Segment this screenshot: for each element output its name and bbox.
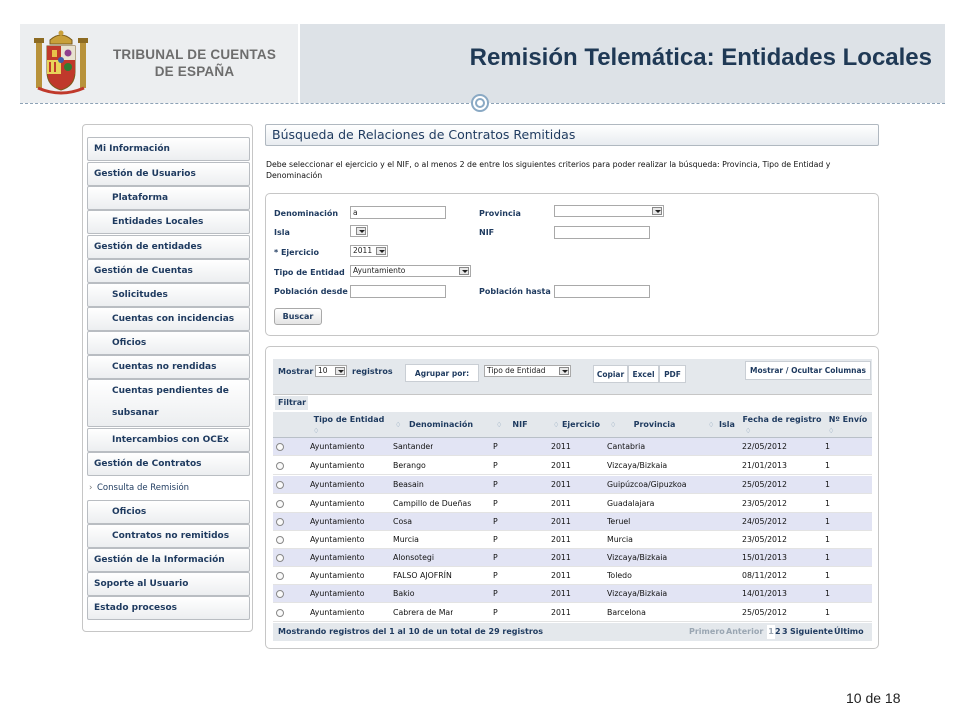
last-page-link[interactable]: Último [834,627,864,636]
sidebar-item-label: Entidades Locales [112,217,204,227]
cell-denominacion: Bakio [393,589,415,598]
cell-denominacion: Murcia [393,535,419,544]
col-header-label: Fecha de registro [742,415,822,424]
excel-button[interactable]: Excel [628,365,659,383]
cell-fecha: 25/05/2012 [742,608,787,617]
sidebar-item-gestion-entidades[interactable] [87,235,250,259]
sidebar-item-solicitudes[interactable] [87,283,250,307]
row-radio[interactable] [276,462,284,470]
sidebar-item-label: Plataforma [112,193,169,203]
table-row[interactable] [273,513,872,531]
cell-denominacion: Beasain [393,480,424,489]
sidebar-item-label: Contratos no remitidos [112,531,230,541]
nif-input[interactable] [554,226,650,239]
cell-nif: P [493,535,498,544]
organization-name-line2: DE ESPAÑA [154,64,235,79]
poblacion-hasta-label: Población hasta [479,287,551,296]
registros-label: registros [352,367,393,376]
cell-fecha: 15/01/2013 [742,553,787,562]
sidebar-item-plataforma[interactable] [87,186,250,210]
sort-icon: ♢ [828,427,835,435]
sidebar-item-intercambios-ocex[interactable] [87,428,250,452]
sidebar-item-cuentas-no-rendidas[interactable] [87,355,250,379]
coat-of-arms-icon [30,28,92,98]
cell-tipo: Ayuntamiento [310,553,365,562]
cell-envio: 1 [825,571,830,580]
sidebar-item-label: Intercambios con OCEx [112,435,229,445]
cell-fecha: 23/05/2012 [742,535,787,544]
sidebar-item-label: Gestión de Cuentas [94,266,193,276]
sidebar [82,124,253,632]
cell-tipo: Ayuntamiento [310,589,365,598]
page-size-select-value: 10 [318,366,328,375]
search-instructions: Debe seleccionar el ejercicio y el NIF, o al menos 2 de entre los siguientes criterios para poder realizar la búsqueda: Provincia, Tipo de Entidad y Denominación [266,160,831,180]
cell-tipo: Ayuntamiento [310,535,365,544]
cell-provincia: Teruel [607,517,631,526]
row-radio[interactable] [276,481,284,489]
chevron-down-icon [335,367,345,375]
sidebar-item-soporte-usuario[interactable] [87,572,250,596]
table-header [273,412,872,438]
cell-nif: P [493,461,498,470]
cell-fecha: 21/01/2013 [742,461,787,470]
sidebar-item-label: Oficios [112,507,147,517]
cell-ejercicio: 2011 [551,461,571,470]
group-by-select[interactable] [484,365,571,377]
table-row[interactable] [273,585,872,603]
cell-ejercicio: 2011 [551,589,571,598]
page-link-2[interactable]: 2 [775,627,781,636]
cell-nif: P [493,442,498,451]
sidebar-item-oficios-contratos[interactable] [87,500,250,524]
organization-name [112,46,277,80]
sidebar-item-cuentas-pendientes-subsanar[interactable] [87,379,250,427]
sidebar-item-oficios-cuentas[interactable] [87,331,250,355]
cell-tipo: Ayuntamiento [310,480,365,489]
col-header-label: Ejercicio [561,420,601,429]
sort-icon: ♢ [553,421,560,429]
col-header-label: Nº Envío [828,415,868,424]
cell-denominacion: FALSO AJOFRÍN [393,571,452,580]
ejercicio-select-value: 2011 [353,246,373,255]
cell-tipo: Ayuntamiento [310,608,365,617]
cell-tipo: Ayuntamiento [310,517,365,526]
cell-ejercicio: 2011 [551,480,571,489]
sidebar-item-label: Estado procesos [94,603,178,613]
cell-provincia: Murcia [607,535,633,544]
cell-denominacion: Campillo de Dueñas [393,499,472,508]
cell-envio: 1 [825,553,830,562]
results-summary: Mostrando registros del 1 al 10 de un total de 29 registros [278,627,544,636]
cell-nif: P [493,499,498,508]
table-row[interactable] [273,476,872,494]
cell-provincia: Toledo [607,571,632,580]
chevron-down-icon [376,247,386,255]
cell-tipo: Ayuntamiento [310,571,365,580]
col-header-denominacion[interactable] [391,412,491,438]
page-link-1[interactable]: 1 [767,625,775,639]
sort-icon: ♢ [745,427,752,435]
sidebar-item-gestion-cuentas[interactable] [87,259,250,283]
poblacion-hasta-input[interactable] [554,285,650,298]
cell-provincia: Vizcaya/Bizkaia [607,589,668,598]
sidebar-item-label: Gestión de Contratos [94,459,202,469]
ejercicio-select[interactable] [350,245,388,257]
table-row[interactable] [273,457,872,475]
toggle-columns-button[interactable]: Mostrar / Ocultar Columnas [745,361,871,380]
sidebar-item-label: Cuentas con incidencias [112,314,235,324]
first-page-link[interactable]: Primero [689,627,725,636]
col-header-label: Tipo de Entidad [313,415,385,424]
cell-nif: P [493,553,498,562]
sidebar-item-gestion-contratos[interactable] [87,452,250,476]
cell-nif: P [493,608,498,617]
cell-provincia: Vizcaya/Bizkaia [607,553,668,562]
denominacion-input[interactable]: a [350,206,446,219]
col-header-label: Isla [719,420,735,429]
sidebar-item-gestion-informacion[interactable] [87,548,250,572]
organization-name-line1: TRIBUNAL DE CUENTAS [112,47,277,62]
cell-ejercicio: 2011 [551,499,571,508]
cell-fecha: 14/01/2013 [742,589,787,598]
slide-title: Remisión Telemática: Entidades Locales [469,44,932,71]
filter-toggle[interactable]: Filtrar [275,396,308,410]
tipo-entidad-select[interactable] [350,265,471,277]
agrupar-por-label: Agrupar por: [405,364,479,382]
next-page-link[interactable]: Siguiente [790,627,834,636]
col-header-label: NIF [512,420,528,429]
cell-envio: 1 [825,442,830,451]
row-radio[interactable] [276,609,284,617]
tipo-entidad-select-value: Ayuntamiento [353,266,406,275]
cell-fecha: 22/05/2012 [742,442,787,451]
isla-select[interactable] [350,225,368,237]
previous-page-link[interactable]: Anterior [726,627,764,636]
cell-envio: 1 [825,608,830,617]
chevron-down-icon [559,367,569,375]
col-header-envio[interactable] [824,412,872,438]
sidebar-item-label: › Consulta de Remisión [97,483,190,493]
buscar-button[interactable]: Buscar [274,308,322,325]
cell-provincia: Guipúzcoa/Gipuzkoa [607,480,687,489]
sidebar-item-cuentas-incidencias[interactable] [87,307,250,331]
nif-label: NIF [479,228,495,237]
row-radio[interactable] [276,572,284,580]
cell-fecha: 25/05/2012 [742,480,787,489]
cell-tipo: Ayuntamiento [310,461,365,470]
cell-envio: 1 [825,589,830,598]
sidebar-item-label: Cuentas no rendidas [112,362,217,372]
cell-envio: 1 [825,499,830,508]
cell-provincia: Barcelona [607,608,646,617]
cell-ejercicio: 2011 [551,517,571,526]
row-radio[interactable] [276,500,284,508]
page-size-select[interactable] [315,365,347,377]
col-header-fecha[interactable] [741,412,823,438]
cell-envio: 1 [825,461,830,470]
mostrar-label: Mostrar [278,367,314,376]
filter-bar [273,394,872,412]
cell-envio: 1 [825,480,830,489]
cell-nif: P [493,589,498,598]
page-link-3[interactable]: 3 [782,627,788,636]
sidebar-item-mi-informacion[interactable] [87,137,250,161]
cell-ejercicio: 2011 [551,571,571,580]
cell-tipo: Ayuntamiento [310,499,365,508]
chevron-down-icon [652,207,662,215]
isla-label: Isla [274,228,290,237]
table-row[interactable] [273,604,872,622]
cell-fecha: 08/11/2012 [742,571,787,580]
cell-provincia: Cantabria [607,442,646,451]
sidebar-item-label-line1: Cuentas pendientes de [112,386,229,396]
tipo-entidad-label: Tipo de Entidad [274,268,345,277]
col-header-nif[interactable] [492,412,548,438]
row-radio[interactable] [276,536,284,544]
ejercicio-label: * Ejercicio [274,248,320,257]
cell-ejercicio: 2011 [551,553,571,562]
sidebar-item-entidades-locales[interactable] [87,210,250,234]
sidebar-item-label: Gestión de entidades [94,242,202,252]
col-header-label: Provincia [633,420,676,429]
sidebar-item-label-line2: subsanar [112,408,159,418]
cell-ejercicio: 2011 [551,442,571,451]
denominacion-label: Denominación [274,209,339,218]
group-by-select-value: Tipo de Entidad [487,366,546,375]
poblacion-desde-label: Población desde [274,287,348,296]
cell-envio: 1 [825,535,830,544]
sidebar-item-label: Solicitudes [112,290,168,300]
row-radio[interactable] [276,518,284,526]
sidebar-item-estado-procesos[interactable] [87,596,250,620]
copy-button[interactable]: Copiar [593,365,628,383]
slide-page-number: 10 de 18 [846,690,901,706]
cell-nif: P [493,571,498,580]
col-header-tipo[interactable] [309,412,389,438]
sidebar-item-consulta-remision[interactable] [87,477,250,499]
sidebar-item-label: Mi Información [94,144,170,154]
cell-nif: P [493,480,498,489]
cell-denominacion: Cabrera de Mar [393,608,454,617]
table-row[interactable] [273,531,872,549]
table-row[interactable] [273,549,872,567]
sort-icon: ♢ [313,427,320,435]
pdf-button[interactable]: PDF [659,365,686,383]
page-title: Búsqueda de Relaciones de Contratos Remitidas [265,124,879,146]
sidebar-item-label: Oficios [112,338,147,348]
cell-fecha: 23/05/2012 [742,499,787,508]
sort-icon: ♢ [708,421,715,429]
chevron-down-icon [356,227,366,235]
provincia-select[interactable] [554,205,664,217]
col-header-label: Denominación [408,420,474,429]
cell-denominacion: Santander [393,442,434,451]
cell-nif: P [493,517,498,526]
table-row[interactable] [273,567,872,585]
divider-circle-icon [471,94,489,112]
cell-denominacion: Cosa [393,517,413,526]
cell-fecha: 24/05/2012 [742,517,787,526]
poblacion-desde-input[interactable] [350,285,446,298]
sort-icon: ♢ [610,421,617,429]
col-header-isla[interactable] [704,412,740,438]
sidebar-item-contratos-no-remitidos[interactable] [87,524,250,548]
cell-denominacion: Alonsotegi [393,553,435,562]
sort-icon: ♢ [496,421,503,429]
sidebar-item-gestion-usuarios[interactable] [87,162,250,186]
table-row[interactable] [273,495,872,513]
cell-ejercicio: 2011 [551,535,571,544]
cell-provincia: Guadalajara [607,499,655,508]
cell-denominacion: Berango [393,461,426,470]
cell-ejercicio: 2011 [551,608,571,617]
col-header-provincia[interactable] [606,412,703,438]
row-radio[interactable] [276,590,284,598]
table-row[interactable] [273,438,872,456]
cell-tipo: Ayuntamiento [310,442,365,451]
chevron-down-icon [459,267,469,275]
provincia-label: Provincia [479,209,521,218]
row-radio[interactable] [276,554,284,562]
sidebar-item-label: Soporte al Usuario [94,579,189,589]
row-radio[interactable] [276,443,284,451]
cell-envio: 1 [825,517,830,526]
cell-provincia: Vizcaya/Bizkaia [607,461,668,470]
col-header-ejercicio[interactable] [549,412,605,438]
sidebar-item-label: Gestión de la Información [94,555,225,565]
sort-icon: ♢ [395,421,402,429]
sidebar-item-label: Gestión de Usuarios [94,169,196,179]
